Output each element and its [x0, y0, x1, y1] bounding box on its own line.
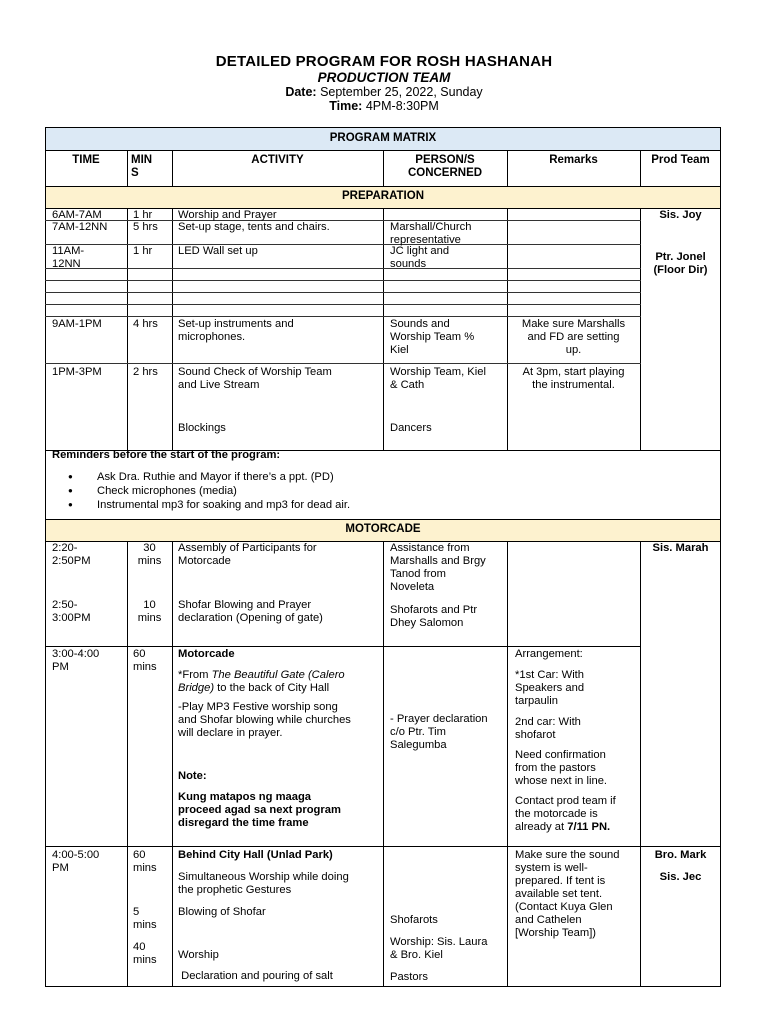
motorcade-row-1-activity-a: Assembly of Participants for Motorcade — [178, 542, 317, 567]
prep-prod-team-2: Ptr. Jonel (Floor Dir) — [653, 251, 708, 276]
prep-row-3-activity: LED Wall set up — [178, 245, 258, 257]
column-header-prod-team: Prod Team — [651, 154, 710, 166]
motorcade-row-3-person-worship: Worship: Sis. Laura & Bro. Kiel — [390, 936, 488, 961]
motorcade-row-3-mins-c: 40 mins — [133, 941, 157, 966]
prep-row-3-time: 11AM- 12NN — [52, 245, 85, 270]
reminder-item: ● Check microphones (media) — [53, 484, 350, 498]
motorcade-note-label: Note: — [178, 770, 207, 782]
first-car-note: *1st Car: With Speakers and tarpaulin — [515, 669, 585, 707]
prep-row-2-mins: 5 hrs — [133, 221, 158, 233]
confirmation-note: Need confirmation from the pastors whose next in line. — [515, 749, 608, 787]
motorcade-row-1-person-a: Assistance from Marshalls and Brgy Tanod from Noveleta — [390, 542, 486, 593]
motorcade-row-3-remarks: Make sure the sound system is well- prepared. If tent is available set tent. (Contact Kuya Glen and Cathelen [Worship Team]) — [515, 849, 620, 939]
reminders-list — [53, 470, 350, 512]
column-header-mins: MIN S — [131, 154, 153, 179]
prep-row-4-time: 9AM-1PM — [52, 318, 102, 330]
program-matrix-title: PROGRAM MATRIX — [329, 132, 437, 144]
second-car-note: 2nd car: With shofarot — [515, 716, 581, 741]
prep-row-5-person: Worship Team, Kiel & Cath — [390, 366, 486, 391]
motorcade-row-2-mins: 60 mins — [133, 648, 157, 673]
motorcade-row-1-person-b: Shofarots and Ptr Dhey Salomon — [390, 604, 478, 629]
prep-row-4-person: Sounds and Worship Team % Kiel — [390, 318, 475, 356]
motorcade-row-1-time-b: 2:50- 3:00PM — [52, 599, 91, 624]
preparation-section-title: PREPARATION — [342, 190, 424, 202]
date-line — [0, 85, 768, 99]
contact-note — [515, 795, 640, 834]
motorcade-play-instruction: -Play MP3 Festive worship song and Shofar blowing while churches will declare in prayer. — [178, 701, 351, 739]
motorcade-row-2-time: 3:00-4:00 PM — [52, 648, 100, 673]
prep-row-3-mins: 1 hr — [133, 245, 153, 257]
prep-row-5-activity: Sound Check of Worship Team and Live Stream — [178, 366, 332, 391]
date-label: Date: — [285, 85, 317, 99]
prep-row-2-person: Marshall/Church representative — [390, 221, 472, 246]
motorcade-row-3-activity-simultaneous: Simultaneous Worship while doing the prophetic Gestures — [178, 871, 349, 896]
motorcade-prod-team-2: Bro. Mark — [654, 849, 707, 861]
motorcade-row-1-mins-a: 30 mins — [137, 542, 162, 567]
prep-row-5-time: 1PM-3PM — [52, 366, 102, 378]
prep-row-5-activity-blockings: Blockings — [178, 422, 226, 434]
prep-prod-team-1: Sis. Joy — [659, 209, 702, 221]
motorcade-route — [178, 669, 383, 695]
column-header-time: TIME — [72, 154, 100, 166]
route-start-place: The Beautiful Gate (Calero Bridge) — [178, 669, 345, 694]
prep-row-4-mins: 4 hrs — [133, 318, 158, 330]
motorcade-row-3-person-shofarots: Shofarots — [390, 914, 438, 926]
document-title: DETAILED PROGRAM FOR ROSH HASHANAH — [215, 53, 553, 70]
program-matrix-table — [45, 127, 721, 987]
prep-row-2-activity: Set-up stage, tents and chairs. — [178, 221, 330, 233]
motorcade-row-3-mins-a: 60 mins — [133, 849, 157, 874]
route-suffix: to the back of City Hall — [214, 682, 330, 694]
prep-row-1-time: 6AM-7AM — [52, 209, 102, 221]
time-value: 4PM-8:30PM — [365, 99, 439, 113]
prep-row-1-activity: Worship and Prayer — [178, 209, 277, 221]
motorcade-section-title: MOTORCADE — [345, 523, 421, 535]
motorcade-activity-title: Motorcade — [178, 648, 235, 660]
time-label: Time: — [329, 99, 363, 113]
motorcade-row-2-remarks — [515, 648, 640, 834]
prep-row-5-mins: 2 hrs — [133, 366, 158, 378]
motorcade-row-3-mins-b: 5 mins — [133, 906, 157, 931]
motorcade-row-1-mins-b: 10 mins — [137, 599, 162, 624]
motorcade-row-3-activity-title: Behind City Hall (Unlad Park) — [178, 849, 333, 861]
prep-row-4-remarks: Make sure Marshalls and FD are setting up. — [521, 318, 626, 356]
time-line — [0, 99, 768, 113]
motorcade-row-3-activity-declaration: Declaration and pouring of salt — [178, 970, 333, 982]
motorcade-note-text: Kung matapos ng maaga proceed agad sa next program disregard the time frame — [178, 791, 341, 829]
motorcade-row-3-person-pastors: Pastors — [390, 971, 428, 983]
motorcade-prod-team-3: Sis. Jec — [659, 871, 702, 883]
column-header-activity: ACTIVITY — [251, 154, 304, 166]
date-value: September 25, 2022, Sunday — [320, 85, 483, 99]
motorcade-row-1-activity-b: Shofar Blowing and Prayer declaration (Opening of gate) — [178, 599, 323, 624]
column-header-remarks: Remarks — [549, 154, 598, 166]
prep-row-5-remarks: At 3pm, start playing the instrumental. — [522, 366, 625, 391]
motorcade-row-3-activity-worship: Worship — [178, 949, 219, 961]
column-header-person: PERSON/S CONCERNED — [407, 154, 483, 179]
contact-note-text: Contact prod team if the motorcade is already at — [515, 795, 616, 833]
reminder-item: ● Instrumental mp3 for soaking and mp3 for dead air. — [53, 498, 350, 512]
prep-row-4-activity: Set-up instruments and microphones. — [178, 318, 294, 343]
reminder-item: ● Ask Dra. Ruthie and Mayor if there’s a ppt. (PD) — [53, 470, 350, 484]
prep-row-5-person-dancers: Dancers — [390, 422, 432, 434]
prep-row-3-person: JC light and sounds — [390, 245, 450, 270]
motorcade-row-2-person: - Prayer declaration c/o Ptr. Tim Salegumba — [390, 713, 488, 751]
motorcade-row-3-time: 4:00-5:00 PM — [52, 849, 100, 874]
motorcade-row-1-time-a: 2:20- 2:50PM — [52, 542, 91, 567]
arrangement-label: Arrangement: — [515, 648, 583, 660]
contact-note-location: 7/11 PN. — [567, 821, 611, 833]
motorcade-prod-team-1: Sis. Marah — [652, 542, 709, 554]
prep-row-1-mins: 1 hr — [133, 209, 153, 221]
reminders-title: Reminders before the start of the program: — [52, 449, 281, 461]
prep-row-2-time: 7AM-12NN — [52, 221, 108, 233]
route-prefix: *From — [178, 669, 212, 681]
document-subtitle: PRODUCTION TEAM — [317, 70, 451, 85]
motorcade-row-3-activity-shofar: Blowing of Shofar — [178, 906, 266, 918]
motorcade-row-2-activity — [178, 648, 383, 830]
